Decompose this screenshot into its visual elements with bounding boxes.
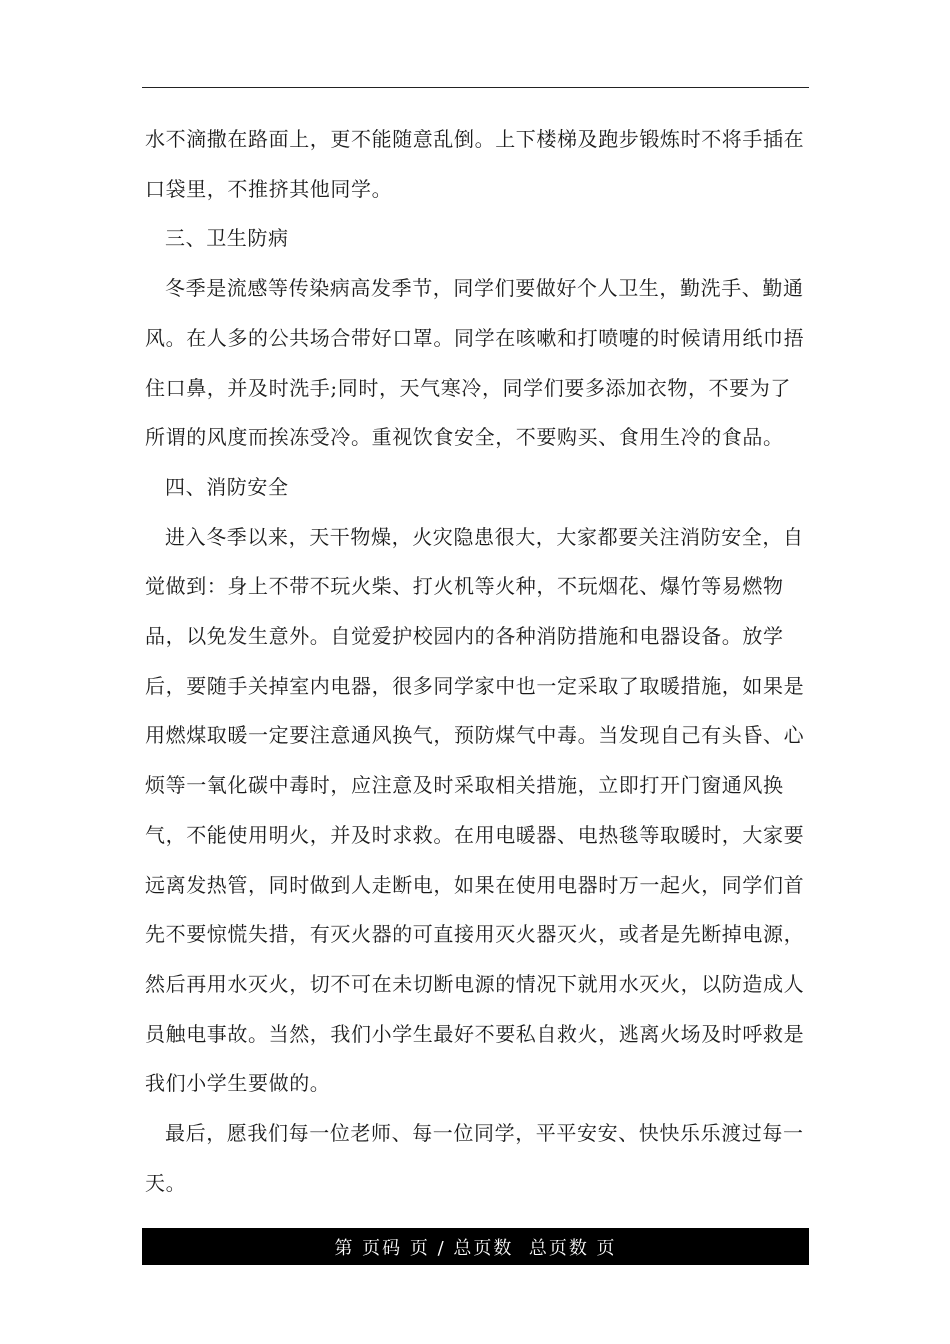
document-body — [145, 115, 807, 1208]
header-rule — [142, 87, 809, 88]
paragraph: 冬季是流感等传染病高发季节，同学们要做好个人卫生，勤洗手、勤通风。在人多的公共场合带好口罩。同学在咳嗽和打喷嚏的时候请用纸巾捂住口鼻，并及时洗手;同时，天气寒冷，同学们要多添加衣物，不要为了所谓的风度而挨冻受冷。重视饮食安全，不要购买、食用生冷的食品。 — [145, 276, 805, 450]
footer-page-number-text: 第 页码 页 / 总页数 总页数 页 — [334, 1237, 617, 1259]
page-footer — [142, 1228, 809, 1265]
section-heading-hygiene: 三、卫生防病 — [165, 226, 289, 251]
paragraph: 水不滴撒在路面上，更不能随意乱倒。上下楼梯及跑步锻炼时不将手插在口袋里，不推挤其他同学。 — [145, 127, 805, 201]
section-heading-fire-safety: 四、消防安全 — [165, 474, 289, 499]
closing-paragraph: 最后，愿我们每一位老师、每一位同学，平平安安、快快乐乐渡过每一天。 — [145, 1121, 804, 1195]
paragraph: 进入冬季以来，天干物燥，火灾隐患很大，大家都要关注消防安全，自觉做到：身上不带不玩火柴、打火机等火种，不玩烟花、爆竹等易燃物品，以免发生意外。自觉爱护校园内的各种消防措施和电器设备。放学后，要随手关掉室内电器，很多同学家中也一定采取了取暖措施，如果是用燃煤取暖一定要注意通风换气，预防煤气中毒。当发现自己有头昏、心烦等一氧化碳中毒时，应注意及时采取相关措施，立即打开门窗通风换气，不能使用明火，并及时求救。在用电暖器、电热毯等取暖时，大家要远离发热管，同时做到人走断电，如果在使用电器时万一起火，同学们首先不要惊慌失措，有灭火器的可直接用灭火器灭火，或者是先断掉电源，然后再用水灭火，切不可在未切断电源的情况下就用水灭火，以防造成人员触电事故。当然，我们小学生最好不要私自救火，逃离火场及时呼救是我们小学生要做的。 — [145, 524, 805, 1096]
